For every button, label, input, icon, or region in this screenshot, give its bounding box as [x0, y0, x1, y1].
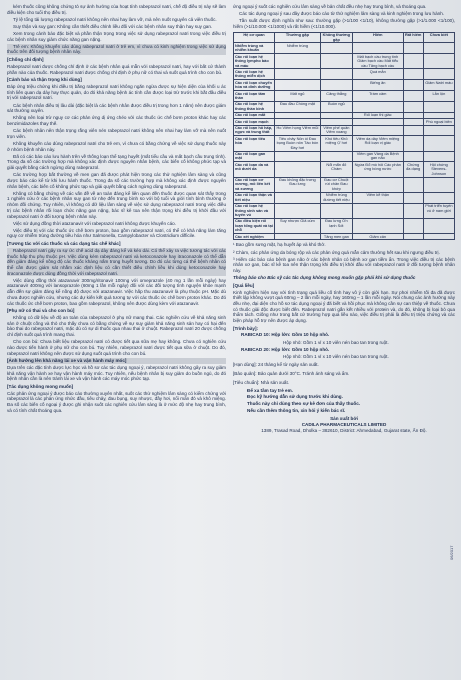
table-cell	[403, 192, 423, 203]
table-row-label: Các rối loạn mắt	[234, 112, 275, 118]
table-cell	[320, 151, 352, 162]
table-row	[234, 91, 455, 102]
table-cell	[403, 218, 423, 233]
expiry-text: [Hạn dùng]: 24 tháng kể từ ngày sản xuất.	[233, 362, 319, 368]
table-cell: Buồn ngủ	[320, 101, 352, 112]
table-row-label: Các rối loạn hệ thống sinh sản và tuyến vú	[234, 203, 275, 218]
table-row	[234, 151, 455, 162]
warnings-para: Không nên loại trừ nguy cơ các phản ứng dị ứng chéo với các thuốc ức chế bơm proton khác hay các benzimidazoles thay thế.	[7, 115, 226, 126]
table-row	[234, 54, 455, 69]
table-row-label: Các rối loạn chuyển hóa và dinh dưỡng	[234, 80, 275, 91]
table-header: Chưa biết	[423, 32, 454, 43]
list-item: Đọc kỹ hướng dẫn sử dụng trước khi dùng.	[247, 394, 343, 400]
table-cell	[403, 101, 423, 112]
table-row-label: Các rối loạn tâm thần	[234, 91, 275, 102]
warnings-para: Các bệnh nhân nên thận trọng rằng viên nén rabeprazol natri không nên nhai hay làm vỡ mà nên nuốt trọn viên.	[7, 128, 226, 139]
right-intro: Các tác dụng ngoại ý sau đây được báo cáo từ thử nghiệm lâm sàng và kinh nghiệm trong lưu hành.	[239, 11, 445, 17]
table-row	[234, 162, 455, 177]
table-cell	[423, 136, 454, 151]
adverse-text: Các phản ứng ngoại ý được báo cáo thường xuyên nhất, suốt các thử nghiệm lâm sàng có kiểm chứng với rabeprazol là các phản ứng nhức đầu, tiêu chảy, đau bụng, suy nhược, đầy hơi, nổi mẩn đỏ và khô miệng. Đa số các biến cố ngoại ý được ghi nhận suốt các nghiên cứu lâm sàng là ở mức độ nhẹ hay trung bình, và có tính chất thoáng qua.	[7, 390, 226, 413]
table-cell: Mất bạch cầu trung tính Giảm bạch cầu Mất tiểu cầu Tăng bạch cầu	[352, 54, 403, 69]
intro-para: kém thuốc cũng không chứng tỏ sự ảnh hưởng của hoạt tính rabeprazol natri, chế độ điều trị này sẽ làm điều kiện cho tuổi thọ điều trị.	[7, 4, 226, 15]
table-cell: Lẫn lộn	[423, 91, 454, 102]
pregnancy-para: Không có dữ liệu về độ an toàn của rabeprazol ở phụ nữ mang thai. Các nghiên cứu về khả năng sinh sản ở chuột cống và thỏ cho thấy chưa có bằng chứng về sự suy giảm khả năng sinh sản hay có hại đến bào thai do rabeprazol natri, mặc dù có sự di thuốc qua nhau thai ở chuột. Rabeprazol natri 20 được chống chỉ định suốt quá trình mang thai.	[7, 314, 226, 338]
table-cell: Nhiễm trùng đường tiết niệu	[320, 192, 352, 203]
overdose-heading: [Quá liều]	[233, 282, 255, 288]
table-cell	[403, 177, 423, 192]
warnings-para: Đáp ứng triệu chứng khi điều trị bằng rabeprazol natri không ngăn ngừa được sự hiện diện của khối u ác tính liên quan dạ dày hay thực quản, do đó khả năng bệnh ác tính cần được loại trừ trước khi bắt đầu điều trị với rabeprazol natri.	[7, 84, 226, 101]
pregnancy-para: Cho con bú: Chưa biết liệu rabeprazol natri có được tiết qua sữa mẹ hay không. Chưa có nghiên cứu nào được tiến hành ở phụ nữ cho con bú. Tuy nhiên, rabeprazol natri được tiết qua sữa ở chuột. Do đó, rabeprazol natri không nên được sử dụng suốt quá trình cho con bú.	[7, 339, 226, 356]
table-cell	[423, 192, 454, 203]
warnings-para: Đã có các báo cáo lưu hành trên về thống loạn thể tạng huyết (mất tiểu cầu và mất bạch cầu trung tính). Trong đa số các trường hợp mà không xác định được nguyên nhân bệnh, các biến cố không phức tạp và giải quyết bằng cách ngừng dùng rabeprazol.	[7, 153, 226, 171]
manufacturer-name: CADILA PHARMACEUTICALS LIMITED	[301, 422, 387, 428]
table-cell: Viêm gan Vàng da Bệnh gan não	[352, 151, 403, 162]
table-row	[234, 218, 455, 233]
table-cell	[423, 43, 454, 54]
table-cell: Đau cơ Chuột rút chân Đau khớp	[320, 177, 352, 192]
manufacturer-block	[233, 416, 455, 433]
interactions-para: Việc dùng đồng thời atazanavir 300mg/ritonavir 100mg với omeprazole (40 mg 1 lần mỗi ngày) hay atazanavir 400mg với lansoprazole (60mg 1 lần mỗi ngày) đối với các đối tượng tình nguyện khỏe mạnh dẫn đến sự giảm đáng kể nồng độ được với atazanavir. Việc hấp thu atazanavir là phụ thuộc pH. Mặc dù chưa được nghiên cứu, nhưng các dự kiến kết quả tương tự với các thuốc ức chế bơm proton khác. Do đó các thuốc ức chế bơm proton, bao gồm rabeprazol, không nên được dùng kèm với atazanavir.	[7, 277, 226, 306]
table-body	[234, 43, 455, 240]
intro-para: Suy thận và suy gan: Không cần thiết điều chỉnh liều đối với các bệnh nhân suy thận hay suy gan.	[13, 23, 213, 29]
warnings-para: Các bệnh nhân điều trị lâu dài (đặc biệt là các bệnh nhân được điều trị trong hơn 1 năm) nên được giám sát thường xuyên.	[7, 102, 226, 114]
table-cell	[403, 234, 423, 240]
warnings-para: Không có bằng chứng về các vấn đề về an toàn đáng kể liên quan đến thuốc được quan sát thấy trong 1 nghiên cứu ở các bệnh nhân suy gan từ nhẹ đến trung bình so với bộ tuổi và giới tính bình thường ở nhóm đối chứng. Tuy nhiên, vì không có dữ liệu lâm sàng về việc sử dụng rabeprazol natri trong việc điều trị các bệnh nhân rối loạn chức năng gan nặng, bác sĩ kê toa nên thận trọng khi điều trị khởi đầu với rabeprazol natri ở đối tượng bệnh nhân này.	[7, 190, 226, 219]
table-header-row	[234, 32, 455, 43]
manufacturer-address: 1389, Trasad Road, Dholka – 382610, District: Ahmedabad, Gujarat state, Ấn Độ.	[261, 427, 427, 433]
contraindications-text: Rabeprazol natri được chống chỉ định ở các bệnh nhân quá mẫn với rabeprazol natri, hay với bất cứ thành phần nào của thuốc. Rabeprazol natri được chống chỉ định ở phụ nữ có thai và suốt quá trình cho con bú.	[7, 63, 226, 75]
table-cell	[403, 203, 423, 218]
intro-para: Tỷ lệ tổng tải lượng rabeprazol natri không nên nhai hay làm vỡ, mà nên nuốt nguyên cả viên thuốc.	[13, 16, 217, 22]
table-cell	[403, 80, 423, 91]
table-row	[234, 80, 455, 91]
table-header: Rất hiếm	[403, 32, 423, 43]
table-cell	[320, 54, 352, 69]
warnings-para: Việc sử dụng đồng thời atazanavir với rabeprazol natri không được khuyến cáo.	[13, 220, 176, 226]
table-row-label: Nhiễm trùng và nhiễm khuẩn	[234, 43, 275, 54]
table-row-label: Các rối loạn da và mô dưới da	[234, 162, 275, 177]
table-cell	[423, 101, 454, 112]
table-cell: Hội chứng Stevens-Johnson	[423, 162, 454, 177]
table-cell: Viêm dạ dày Viêm miệng Rối loạn vị giác	[352, 136, 403, 151]
table-cell: Nổi mẩn đỏ Chàm	[320, 162, 352, 177]
packaging-line: Hộp nhỏ: Gồm 1 vỉ x 10 viên nén bao tan trong ruột.	[283, 339, 389, 345]
table-cell	[275, 234, 321, 240]
table-cell: Rối loạn thị giác	[352, 112, 403, 118]
table-row-label: Các xét nghiệm	[234, 234, 275, 240]
table-row	[234, 192, 455, 203]
table-cell: Phát triển tuyến vú ở nam giới	[423, 203, 454, 218]
table-cell	[423, 234, 454, 240]
warnings-heading: [Cảnh báo và thận trọng khi dùng]	[7, 77, 82, 83]
table-cell	[352, 203, 403, 218]
adverse-heading: [Tác dụng không mong muốn]	[7, 384, 74, 390]
overdose-text: Kinh nghiệm hiện nay với tình trạng quá liều cố tình hay vô ý còn giới hạn. Sự phơi nhiễm tối đa đã được thiết lập không vượt quá 60mg – 2 lần mỗi ngày, hay 160mg – 1 lần mỗi ngày. Nói chung các ảnh hưởng này đều nhẹ, đại diện cho hồ sơ tác dụng ngoại ý đã biết và hồi phục mà không cần sự can thiệp về thuốc. Chưa có thuốc giải độc được biết đến. Rabeprazol natri gắn kết nhiều với protein và, do đó, không bị loại bỏ qua thẩm tách. Giống như trong bất cứ trường hợp quá liều nào, việc điều trị phải là điều trị triệu chứng và các biện pháp hỗ trợ nên được áp dụng.	[233, 289, 455, 324]
table-cell	[275, 54, 321, 69]
pregnancy-heading: [Phụ nữ có thai và cho con bú]	[7, 308, 75, 314]
table-row-label: Các rối loạn mạch	[234, 119, 275, 125]
table-header: Hệ cơ quan	[234, 32, 275, 43]
table-row-label: Các rối loạn cơ xương, mô liên kết và xương	[234, 177, 275, 192]
table-cell: Phù ngoại biên	[423, 119, 454, 125]
right-intro: Tần suất được định nghĩa như sau: thường gặp (>1/100 <1/10), không thường gặp (>1/1.000 <1/100), hiếm (>1/10.000 <1/1000) và rất hiếm (<1/10.000).	[233, 18, 455, 29]
table-cell	[352, 101, 403, 112]
table-cell: Trầm cảm	[352, 91, 403, 102]
table-row	[234, 136, 455, 151]
table-cell	[275, 162, 321, 177]
table-row	[234, 203, 455, 218]
contraindications-heading: [Chống chỉ định]	[7, 57, 44, 63]
table-cell	[275, 151, 321, 162]
footnote: ² Chàm, các phản ứng da bóng rộp và các phản ứng quá mẫn cảm thường hết sau khi ngưng điều trị.	[233, 249, 440, 255]
table-cell	[403, 43, 423, 54]
manufacturer-label: Sản xuất bởi	[330, 416, 358, 422]
table-header: Hiếm	[352, 32, 403, 43]
warnings-para: Các trường hợp bất thường về men gan đã được phát hiện trong các thử nghiệm lâm sàng và cũng được báo cáo kể từ khi lưu hành thuốc. Trong đa số các trường hợp mà không xác định được nguyên nhân bệnh, các biến cố không phức tạp và giải quyết bằng cách ngừng dùng rabeprazol.	[7, 172, 226, 189]
table-cell: Suy nhược Giả cúm	[275, 218, 321, 233]
table-cell	[320, 43, 352, 54]
footnote: ¹ Bao gồm sưng mặt, hạ huyết áp và khó thở.	[233, 242, 326, 248]
footnote: ³ Hiếm các báo cáo bệnh gan não ở các bệnh nhân có bệnh xơ gan tiềm ẩn. Trong việc điều trị các bệnh nhân xơ gan, bác sĩ kê toa nên thận trọng khi điều trị khởi đầu với rabeprazol natri ở đối tượng bệnh nhân này.	[233, 256, 455, 274]
table-cell	[423, 54, 454, 69]
standard-text: [Tiêu chuẩn]: Nhà sản xuất.	[233, 379, 290, 385]
table-cell	[403, 91, 423, 102]
table-cell	[423, 125, 454, 136]
table-cell: Viêm phế quản Viêm xoang	[320, 125, 352, 136]
table-cell	[352, 43, 403, 54]
table-cell	[423, 218, 454, 233]
table-cell	[352, 218, 403, 233]
table-cell: Nhiễm trùng	[275, 43, 321, 54]
table-row-label: Các rối loạn hệ thống miễn dịch	[234, 69, 275, 80]
table-cell	[320, 69, 352, 80]
table-cell	[275, 192, 321, 203]
table-cell	[423, 69, 454, 80]
packaging-line: RABICAD 20: Hộp lớn: Gồm 10 hộp nhỏ.	[241, 346, 330, 352]
table-cell: Tăng men gan	[320, 234, 352, 240]
warnings-para: Không khuyến cáo dùng rabeprazol natri cho trẻ em, vì chưa có bằng chứng về việc sử dụng thuốc này ở nhóm bệnh nhân này.	[7, 140, 226, 152]
table-cell	[320, 80, 352, 91]
table-row-label: Các rối loạn thận và tiết niệu	[234, 192, 275, 203]
intro-para: Xem trong cảnh báo đặc biệt và phần thận trọng trong việc sử dụng rabeprazol natri trong việc điều trị các bệnh nhân suy giảm chức năng gan nặng.	[7, 30, 226, 42]
table-cell	[423, 177, 454, 192]
right-intro: ứng ngoại ý suốt các nghiên cứu lâm sàng về bản chất đều nhẹ hay trung bình, và thoáng qua.	[233, 4, 427, 9]
children-note: Trẻ em: Không khuyến cáo dùng rabeprazol natri ở trẻ em, vì chưa có kinh nghiệm trong việc sử dụng thuốc trên đối tượng bệnh nhân này.	[7, 43, 226, 55]
right-column	[233, 4, 455, 672]
table-cell: Ho Viêm họng Viêm mũi	[275, 125, 321, 136]
table-row-label: Các rối loạn gan mật	[234, 151, 275, 162]
interactions-para: Rabeprazol natri gây ra sự ức chế acid dạ dày đáng kể và kéo dài. Có thể xảy ra việc tương tác với các thuốc hấp thu phụ thuộc pH. Việc dùng kèm rabeprazol natri và ketoconazole hay itraconazole có thể dẫn đến giảm đáng kể nồng độ các thuốc kháng nấm trong huyết tương. Do đó các từng cá thể bệnh nhân có thể cần được giám sát nhằm xác định liệu có cần thiết điều chỉnh liều khi dùng ketoconazole hay itraconazole được dùng đồng thời với rabeprazol natri.	[7, 247, 226, 276]
report-notice: Thông báo cho Bác sỹ các tác dụng không mong muốn gặp phải khi sử dụng thuốc	[233, 275, 416, 281]
table-cell	[320, 203, 352, 218]
table-row-label: Các rối loạn hệ thống thần kinh	[234, 101, 275, 112]
table-cell	[403, 125, 423, 136]
interactions-heading: [Tương tác với các thuốc và các dạng tác chế khác]	[7, 241, 121, 247]
packaging-heading: [Trình bày]:	[233, 325, 259, 331]
table-row-label: Các rối loạn hệ thống lympho bào và máu	[234, 54, 275, 69]
left-column	[7, 4, 226, 672]
table-cell: Đau lưng Ớn lạnh Sốt	[320, 218, 352, 233]
table-cell	[423, 151, 454, 162]
table-row-label: Các rối loạn tiêu hóa	[234, 136, 275, 151]
storage-text: [Bảo quản]: Bảo quản dưới 30°C. Tránh ánh sáng và ẩm.	[233, 371, 350, 377]
table-cell: Giảm cân	[352, 234, 403, 240]
packaging-line: Hộp nhỏ: Gồm 1 vỉ x 10 viên nén bao tan trong ruột.	[283, 353, 389, 359]
list-item: Để xa tầm tay trẻ em.	[247, 387, 293, 393]
table-row-label: Các rối loạn hô hấp, ngực và trung thất	[234, 125, 275, 136]
packaging-line: RABICAD 10: Hộp lớn: Gồm 10 hộp nhỏ.	[241, 332, 330, 338]
table-row-label: Các điều kiện rối loạn tổng quát và tại chỗ	[235, 218, 273, 233]
table-cell	[275, 203, 321, 218]
table-row	[234, 101, 455, 112]
table-cell	[403, 54, 423, 69]
table-cell: Chứng đa dạng	[403, 162, 423, 177]
table-cell: Tiêu chảy Nôn ói Đau bụng Buồn nôn Táo bón Đầy hơi	[275, 136, 321, 151]
driving-heading: [Ảnh hưởng lên khả năng lái xe và vận hành máy móc]	[7, 358, 226, 364]
print-code: 06/2017	[449, 545, 454, 560]
table-cell	[275, 69, 321, 80]
warnings-para: Việc điều trị với các thuốc ức chế bơm proton, bao gồm rabeprazol natri, có thể có khả năng làm tăng nguy cơ nhiễm trùng đường tiêu hóa như Salmonella, Campylobacter và Clostridium difficile.	[7, 227, 226, 239]
table-row	[234, 69, 455, 80]
table-row	[234, 125, 455, 136]
table-header: Không thường gặp	[320, 32, 352, 43]
table-cell: Căng thẳng	[320, 91, 352, 102]
table-cell: Biếng ăn	[352, 80, 403, 91]
adverse-reactions-table	[233, 32, 455, 241]
table-cell	[275, 80, 321, 91]
table-cell: Đau đầu Chóng mặt	[275, 101, 321, 112]
table-row	[234, 177, 455, 192]
list-item: Thuốc này chỉ dùng theo sự kê đơn của thầy thuốc.	[247, 400, 361, 406]
list-item: Nếu cần thêm thông tin, xin hỏi ý kiến bác sĩ.	[247, 407, 346, 413]
warnings-list	[233, 388, 455, 414]
table-cell: Viêm kẽ thận	[352, 192, 403, 203]
driving-text: Dựa trên các đặc tính dược lực học và hồ sơ các tác dụng ngoại ý, rabeprazol natri không gây ra suy giảm khả năng vận hành xe hay vận hành máy móc. Tuy nhiên, nếu bệnh nhân bị suy giảm do buồn ngủ, do đó bệnh nhân cần là nên tránh lái xe và vận hành các máy móc phức tạp.	[7, 364, 226, 382]
table-cell: Ngứa Đổ mồ hôi Các phản ứng bóng nước	[352, 162, 403, 177]
table-cell: Quá mẫn	[352, 69, 403, 80]
table-cell	[403, 151, 423, 162]
table-row	[234, 43, 455, 54]
table-cell	[403, 69, 423, 80]
table-header: Thường gặp	[275, 32, 321, 43]
table-cell	[352, 177, 403, 192]
table-cell: Mất ngủ	[275, 91, 321, 102]
table-row	[234, 234, 455, 240]
table-cell: Đau không đặc trưng Đau lưng	[275, 177, 321, 192]
table-cell	[403, 136, 423, 151]
table-cell: Giảm Natri máu	[423, 80, 454, 91]
table-cell	[352, 125, 403, 136]
table-cell: Khó tiêu Khô miệng Ợ hơi	[320, 136, 352, 151]
